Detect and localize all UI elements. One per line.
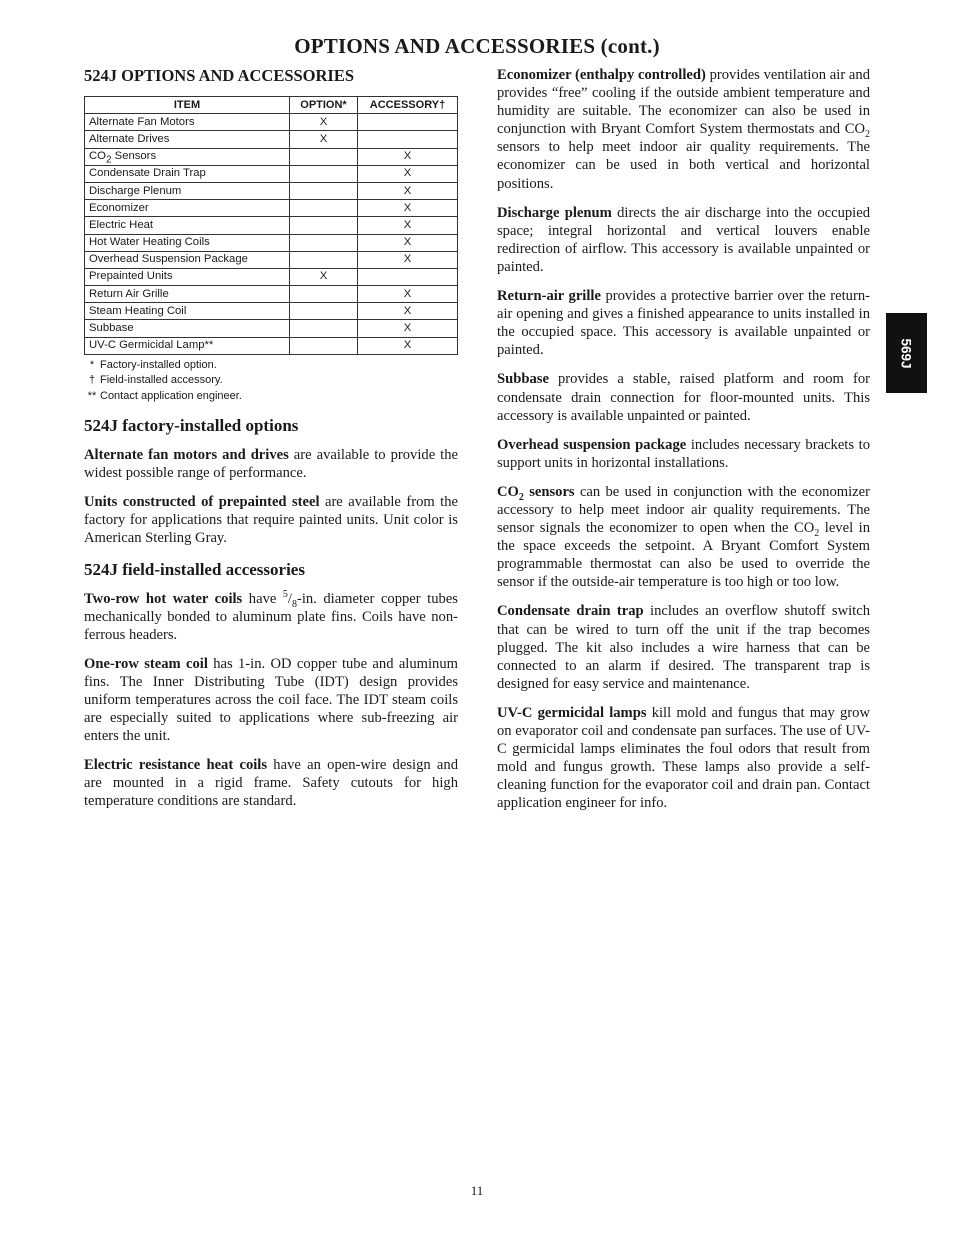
- table-row: [85, 165, 458, 182]
- table-row: [85, 303, 458, 320]
- economizer-co2-subscript: 2: [865, 129, 870, 141]
- footnote: [84, 373, 458, 388]
- item-cell: Condensate Drain Trap: [85, 165, 290, 182]
- page-number: 11: [470, 1183, 484, 1198]
- item-cell: $CO_2$ Sensors: [85, 148, 290, 165]
- footnote-text: Factory-installed option.: [100, 358, 217, 371]
- paragraph-term: Return-air grille: [497, 288, 601, 305]
- item-cell: Hot Water Heating Coils: [85, 234, 290, 251]
- accessory-cell: [358, 131, 458, 148]
- paragraph-text: includes necessary brackets to support units in horizontal installations.: [497, 436, 870, 471]
- right-column: [497, 66, 870, 823]
- field-accessories-heading: 524J field-installed accessories: [84, 559, 305, 579]
- table-row: [85, 217, 458, 234]
- column-header-option: OPTION*: [290, 97, 358, 114]
- accessory-paragraph: [497, 287, 870, 359]
- paragraph-term: Overhead suspension package: [497, 436, 687, 453]
- co2-sensors-paragraph: [497, 483, 870, 592]
- paragraph-text: are available from the factory for applications that require painted units. Unit color is American Sterling Gray.: [84, 494, 458, 547]
- item-cell: Steam Heating Coil: [85, 303, 290, 320]
- item-cell: Prepainted Units: [85, 268, 290, 285]
- option-cell: [290, 200, 358, 217]
- accessory-cell: X: [358, 337, 458, 354]
- hot-water-text-post: -in. diameter copper tubes mechanically bonded to aluminum plate fins. Coils have non-ferrous headers.: [84, 590, 458, 643]
- paragraph-text: directs the air discharge into the occupied space; integral horizontal and vertical louvers enable redirection of airflow. This accessory is available unpainted or painted.: [497, 204, 870, 275]
- co2-text-post: level in the space exceeds the setpoint. A Bryant Comfort System programmable thermostat can also be used to override the sensor if the outside-air temperature is too high or too low.: [497, 520, 871, 591]
- table-row: [85, 337, 458, 354]
- item-cell: Electric Heat: [85, 217, 290, 234]
- item-cell: Economizer: [85, 200, 290, 217]
- fraction-numerator: 5: [282, 588, 288, 600]
- item-cell: UV-C Germicidal Lamp**: [85, 337, 290, 354]
- paragraph-text: are available to provide the widest possible range of performance.: [84, 447, 458, 482]
- paragraph-term: Electric resistance heat coils: [84, 757, 268, 774]
- paragraph-term: Alternate fan motors and drives: [84, 447, 289, 464]
- table-row: [85, 234, 458, 251]
- table-header-row: [85, 97, 458, 114]
- accessory-paragraph: [497, 704, 870, 813]
- option-cell: [290, 303, 358, 320]
- option-cell: [290, 320, 358, 337]
- table-row: [85, 148, 458, 165]
- accessory-cell: [358, 268, 458, 285]
- fraction-denominator: 8: [291, 598, 297, 610]
- paragraph-text: provides a protective barrier over the return-air opening and gives a finished appearance to units installed in the occupied space. This accessory is available unpainted or painted.: [497, 288, 870, 359]
- table-row: [85, 320, 458, 337]
- paragraph-term: Units constructed of prepainted steel: [84, 494, 320, 511]
- option-cell: X: [290, 131, 358, 148]
- field-accessory-paragraph: [84, 655, 458, 745]
- economizer-paragraph: [497, 66, 870, 193]
- accessory-cell: X: [358, 148, 458, 165]
- accessory-cell: [358, 114, 458, 131]
- economizer-text-pre: provides ventilation air and provides “free” cooling if the outside ambient temperature and humidity are suitable. The economizer can also be used in conjunction with Bryant Comfort System thermostats and CO: [497, 67, 871, 138]
- footnote-symbol: *: [89, 358, 95, 371]
- table-heading: 524J OPTIONS AND ACCESSORIES: [84, 66, 355, 85]
- accessory-paragraph: [497, 436, 870, 472]
- option-cell: [290, 251, 358, 268]
- option-cell: [290, 148, 358, 165]
- option-cell: X: [290, 114, 358, 131]
- accessory-cell: X: [358, 320, 458, 337]
- option-cell: [290, 286, 358, 303]
- accessory-cell: X: [358, 217, 458, 234]
- option-cell: [290, 182, 358, 199]
- paragraph-term: Condensate drain trap: [497, 603, 644, 620]
- item-cell: Discharge Plenum: [85, 182, 290, 199]
- co2-level-subscript: 2: [814, 527, 820, 539]
- footnote-symbol: †: [88, 374, 96, 387]
- item-cell: Return Air Grille: [85, 286, 290, 303]
- co2-text-pre: can be used in conjunction with the economizer accessory to help meet indoor air quality requirements. The sensor signals the economizer to open when the CO: [497, 483, 871, 537]
- item-cell: Alternate Fan Motors: [85, 114, 290, 131]
- factory-option-paragraph: [84, 446, 458, 482]
- table-row: [85, 114, 458, 131]
- paragraph-text: includes an overflow shutoff switch that can be wired to turn off the unit if the trap becomes plugged. The kit also includes a wire harness that can be connected to an alarm if desired. The transparent trap is designed for easy service and maintenance.: [497, 603, 870, 692]
- co2-sensors-term: $CO_2$ sensors: [497, 483, 575, 503]
- paragraph-text: has 1-in. OD copper tube and aluminum fins. The Inner Distributing Tube (IDT) design provides uniform temperatures across the coil face. The IDT steam coils are especially suited to applications where sub-freezing air enters the unit.: [84, 655, 459, 745]
- table-row: [85, 268, 458, 285]
- paragraph-term: Discharge plenum: [497, 204, 612, 221]
- footnote-text: Field-installed accessory.: [100, 374, 223, 387]
- accessory-cell: X: [358, 200, 458, 217]
- accessory-paragraph: [497, 204, 870, 276]
- footnote: [84, 389, 458, 404]
- page-title: OPTIONS AND ACCESSORIES (cont.): [294, 34, 660, 58]
- column-header-accessory: ACCESSORY†: [358, 97, 458, 114]
- options-accessories-table: [84, 96, 458, 355]
- economizer-term: Economizer (enthalpy controlled): [497, 67, 706, 83]
- paragraph-text: kill mold and fungus that may grow on evaporator coil and condensate pan surfaces. The use of UV-C germicidal lamps eliminates the foul odors that result from mold and fungus growth. These lamps also provide a self-cleaning function for the evaporator coil and drain pan. Contact application engineer for info.: [497, 704, 870, 812]
- table-row: [85, 286, 458, 303]
- factory-options-heading: 524J factory-installed options: [84, 416, 299, 436]
- column-header-item: ITEM: [85, 97, 290, 114]
- table-row: [85, 251, 458, 268]
- economizer-text-post: sensors to help meet indoor air quality requirements. The economizer can be used in both vertical and horizontal positions.: [497, 139, 870, 192]
- footnote-text: Contact application engineer.: [100, 389, 242, 402]
- accessory-paragraph: [497, 602, 870, 692]
- item-cell: Subbase: [85, 320, 290, 337]
- factory-option-paragraph: [84, 493, 458, 547]
- option-cell: [290, 234, 358, 251]
- table-row: [85, 200, 458, 217]
- hot-water-text-pre: have: [242, 590, 283, 607]
- table-row: [85, 131, 458, 148]
- accessory-cell: X: [358, 303, 458, 320]
- hot-water-coils-paragraph: Two-row hot water coils have $^5/_8-in$. diameter copper tubes mechanically bonded to aluminum plate fins. Coils have non-ferrous headers.: [84, 588, 458, 643]
- paragraph-text: provides a stable, raised platform and room for condensate drain connection for floor-mounted units. This accessory is available unpainted or painted.: [497, 371, 870, 424]
- accessory-cell: X: [358, 234, 458, 251]
- item-cell: Alternate Drives: [85, 131, 290, 148]
- footnote-symbol: **: [87, 389, 97, 402]
- table-footnotes: [84, 358, 458, 404]
- accessory-paragraph: [497, 370, 870, 424]
- paragraph-term: UV-C germicidal lamps: [497, 704, 647, 721]
- footnote: [84, 358, 458, 373]
- item-cell: Overhead Suspension Package: [85, 251, 290, 268]
- accessory-cell: X: [358, 251, 458, 268]
- option-cell: [290, 165, 358, 182]
- option-cell: [290, 337, 358, 354]
- hot-water-coils-term: Two-row hot water coils: [84, 590, 243, 607]
- left-column: [84, 66, 458, 822]
- accessory-cell: X: [358, 286, 458, 303]
- paragraph-term: One-row steam coil: [84, 655, 208, 672]
- accessory-cell: X: [358, 165, 458, 182]
- option-cell: X: [290, 268, 358, 285]
- option-cell: [290, 217, 358, 234]
- section-side-tab: 569J: [886, 313, 927, 393]
- paragraph-text: have an open-wire design and are mounted in a rigid frame. Safety cutouts for high temperature conditions are standard.: [84, 757, 458, 810]
- table-row: [85, 182, 458, 199]
- accessory-cell: X: [358, 182, 458, 199]
- field-accessory-paragraph: [84, 756, 458, 810]
- paragraph-term: Subbase: [497, 371, 549, 388]
